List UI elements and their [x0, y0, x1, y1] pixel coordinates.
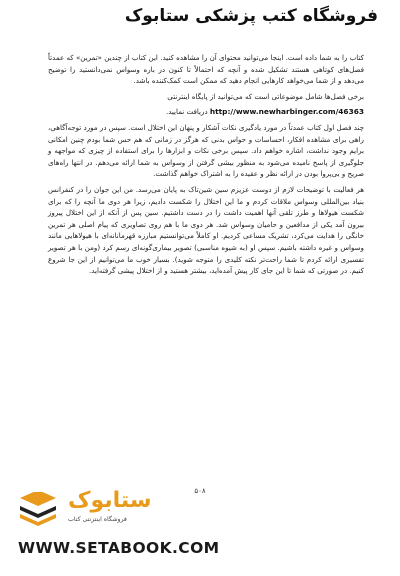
logo-wordmark: ستابوک: [68, 488, 152, 513]
paragraph-website-note: برخی فصل‌ها شامل موضوعاتی است که می‌توانید از پایگاه اینترنتی: [167, 91, 364, 101]
logo-subtitle: فروشگاه اینترنتی کتاب: [68, 516, 127, 523]
website-link-line: [48, 106, 364, 118]
paragraph-intro: کتاب را به شما داده است. اینجا می‌توانید محتوای آن را مشاهده کنید. این کتاب از چندین «تمرین» که عمدتاً فصل‌های کوتاهی هستند تشکیل شده و آنچه که احتمالاً تا کنون در باره وسواس نمی‌دانستید را توضیح می‌دهد و از شما می‌خواهد کارهایی انجام دهید که ممکن است کمک‌کننده باشد.: [48, 53, 364, 86]
website-link[interactable]: http://www.newharbinger.com/46363: [209, 107, 364, 117]
paragraph-chapters: چند فصل اول کتاب عمدتاً در مورد یادگیری نکات آشکار و پنهان این اختلال است. سپس در مورد توجه‌آگاهی، راهی برای مشاهده افکار، احساسات و حواس بدنی که هرگز در زمانی که هم حس شما بودم چنین امکانی برایم وجود نداشت، اشاره خواهم داد. سپس برخی نکات و ابزارها را برای استفاده از چیزی که مواجهه و جلوگیری از پاسخ نامیده می‌شود به منظور بیشی گرفتن از وسواس به شما ارائه می‌دهم. در انتها راه‌های صریح و بی‌پروا بودن در ارائه نظر و عقیده را به اشتراک خواهم گذاشت.: [48, 122, 364, 179]
website-link-suffix: دریافت نمایید.: [165, 107, 210, 117]
setabook-logo: [18, 486, 168, 528]
page-title: فروشگاه کتب پزشکی ستابوک: [124, 6, 378, 26]
body-text: [48, 52, 364, 281]
paragraph-activities: هر فعالیت با توضیحات لازم از دوست عزیزم سین شین‌تاک به پایان می‌رسد. من این جوان را در کنفرانس بنیاد بین‌المللی وسواس ملاقات کردم و ما این اختلال را شکست دادیم، زیرا هر دوی ما آنچه را که برای شکست هیولاها و طرز تلقی آنها اهمیت داشت را در دست داشتیم. سین پس از آنکه از این اختلال پیروز بیرون آمد یکی از مدافعین و حامیان وسواس شد. هر دوی ما با هم روی تصاویری که پیام اصلی هر تمرین خانگی را هدایت می‌کرد، تشریک مساعی کردیم. او کاملاً می‌توانستیم مبارزه قهرمانانه‌ای با هیولاهایی مانند وسواس و غیره داشته باشیم. سپس او (به شیوه مناسبی) تصویر بیماری‌گونه‌ای رسم کرد (ومن با هر تصویر تفسیری ارائه کردم تا شما راحت‌تر نکته کلیدی را متوجه شوید). بسیار خوب ما می‌توانیم از این جا شروع کنیم. در صورتی که شما تا این جای کار پیش آمده‌اید، بیشتر هستید و از اختلال پیشی گرفته‌اید.: [48, 184, 364, 276]
page-number: ۵۰۸: [194, 487, 206, 495]
footer-url[interactable]: WWW.SETABOOK.COM: [18, 539, 220, 557]
book-stack-icon: [18, 492, 62, 526]
